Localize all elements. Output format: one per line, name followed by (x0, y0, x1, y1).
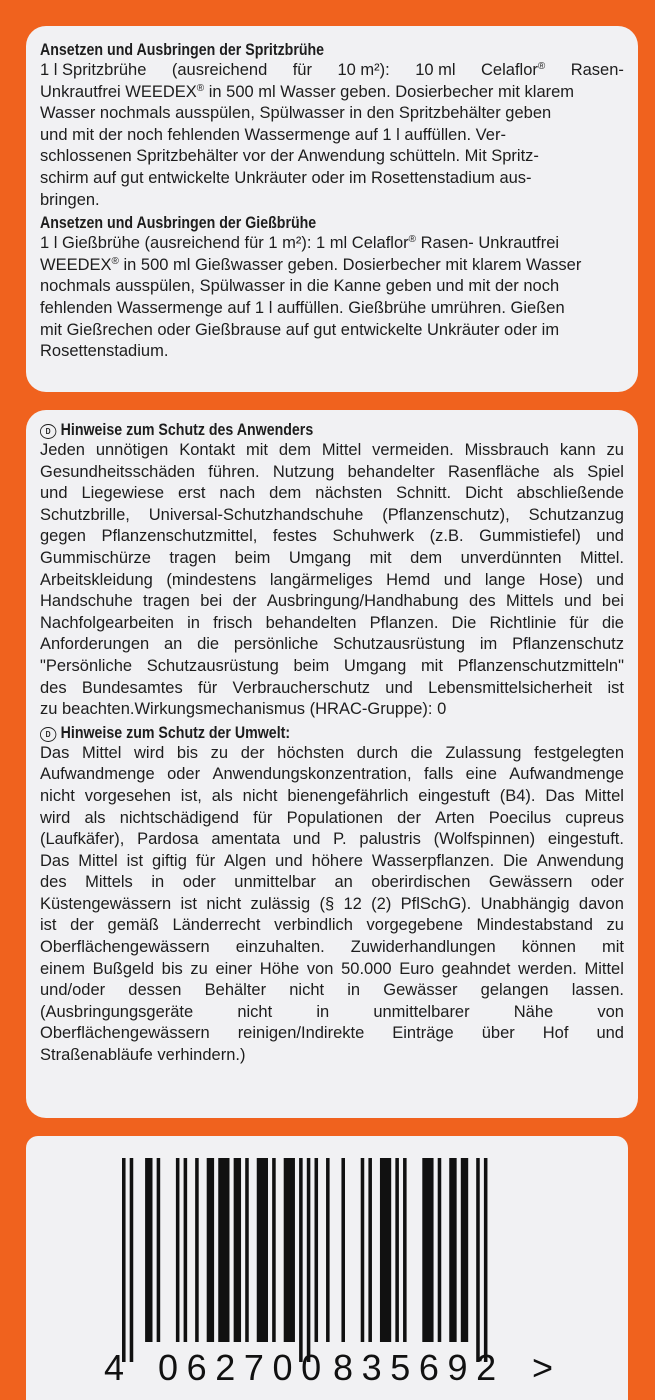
barcode-bar (368, 1158, 372, 1342)
text-line: und/oder dessen Behälter nicht in Gewässer gelangen lassen. (40, 981, 624, 1000)
text-line: WEEDEX® in 500 ml Gießwasser geben. Dosierbecher mit klarem Wasser (40, 255, 582, 274)
text-line: Straßenabläufe verhindern.) (40, 1046, 246, 1065)
text-line: Oberflächengewässern einzuhalten. Zuwiderhandlungen können mit (40, 938, 624, 957)
barcode-bar (207, 1158, 214, 1342)
text-line: nicht vorgesehen ist, als nicht bienengefährlich eingestuft (B4). Das Mittel (40, 786, 624, 805)
text-line: 1 l Gießbrühe (ausreichend für 1 m²): 1 ml Celaflor® Rasen- Unkrautfrei (40, 234, 560, 253)
spray-section-title: Ansetzen und Ausbringen der Spritzbrühe (40, 41, 325, 59)
text-line: und mit der noch fehlenden Wassermenge auf 1 l auffüllen. Ver- (40, 125, 506, 144)
barcode-bar (257, 1158, 268, 1342)
text-line: bringen. (40, 190, 100, 209)
barcode-bar (361, 1158, 365, 1342)
text-line: Das Mittel wird bis zu der höchsten durch die Zulassung festgelegten (40, 743, 624, 762)
environment-title-text: Hinweise zum Schutz der Umwelt: (60, 723, 291, 742)
barcode-guard-bar (484, 1158, 488, 1362)
text-line: gegen Pflanzenschutzmittel, festes Schuhwerk (z.B. Gummistiefel) und (40, 527, 624, 546)
text-line: (Ausbringungsgeräte nicht in unmittelbarer Nähe von (40, 1002, 624, 1021)
barcode-bar (461, 1158, 468, 1342)
watering-section-title: Ansetzen und Ausbringen der Gießbrühe (40, 214, 317, 233)
text-line: mit Gießrechen oder Gießbrause auf gut entwickelte Unkräuter oder im (40, 320, 560, 339)
barcode-bar (157, 1158, 161, 1342)
text-line: Rosettenstadium. (40, 342, 169, 361)
barcode-guard-bar (130, 1158, 134, 1362)
barcode-bar (422, 1158, 433, 1342)
text-line: 1 l Spritzbrühe (ausreichend für 10 m²): 10 ml Celaflor® Rasen- (40, 61, 624, 79)
text-line: Schutzbrille, Universal-Schutzhandschuhe (Pflanzenschutz), Schutzanzug (40, 505, 624, 524)
barcode-bar (176, 1158, 180, 1342)
barcode-bar (315, 1158, 319, 1342)
text-line: des Bundesamtes für Verbraucherschutz und Lebensmittelsicherheit ist (40, 678, 624, 697)
text-line: Handschuhe tragen bei der Ausbringung/Handhabung des Mittels und bei (40, 592, 624, 611)
text-line: (Laufkäfer), Pardosa amentata und P. palustris (Wolfspinnen) eingestuft. (40, 830, 624, 849)
text-line: Wasser nochmals ausspülen, Spülwasser in den Spritzbehälter geben (40, 104, 552, 123)
barcode-guard-bar (299, 1158, 303, 1362)
text-line: Jeden unnötigen Kontakt mit dem Mittel vermeiden. Missbrauch kann zu (40, 441, 624, 459)
text-line: Das Mittel ist giftig für Algen und höhere Wasserpflanzen. Die Anwendung (40, 851, 624, 870)
barcode-bar (195, 1158, 199, 1342)
barcode-bar (284, 1158, 295, 1342)
text-line: "Persönliche Schutzausrüstung beim Umgang mit Pflanzenschutzmitteln" (40, 656, 624, 675)
text-line: schirm auf gut entwickelte Unkräuter oder im Rosettenstadium aus- (40, 168, 532, 187)
text-line: Oberflächengewässern reinigen/Indirekte Einträge über Hof und (40, 1024, 624, 1043)
text-line: ist der gemäß Länderrecht verbindlich vorgegebene Mindestabstand zu (40, 916, 624, 935)
barcode-bar (438, 1158, 442, 1342)
barcode-bar (184, 1158, 188, 1342)
text-line: Arbeitskleidung (mindestens langärmeliges Hemd und lange Hose) und (40, 570, 624, 589)
text-line: zu beachten.Wirkungsmechanismus (HRAC-Gruppe): 0 (40, 700, 447, 719)
barcode-quiet-zone-marker: > (532, 1347, 554, 1388)
text-line: und Liegewiese erst nach dem nächsten Schnitt. Dicht abschließende (40, 484, 624, 503)
barcode-bar (326, 1158, 330, 1342)
barcode-bar (449, 1158, 456, 1342)
barcode-first-digit: 4 (104, 1347, 125, 1388)
text-line: nochmals ausspülen, Spülwasser in die Kanne geben und mit der noch (40, 277, 560, 296)
barcode-bar (218, 1158, 229, 1342)
barcode-bar (395, 1158, 399, 1342)
text-line: Gummischürze tragen beim Umgang mit dem unverdünnten Mittel. (40, 548, 624, 567)
user-protection-title-text: Hinweise zum Schutz des Anwenders (60, 421, 314, 439)
text-line: Anforderungen an die persönliche Schutzausrüstung im Pflanzenschutz (40, 635, 624, 654)
barcode-bar (145, 1158, 152, 1342)
text-line: wird als nichtschädigend für Populationen der Arten Poecilus cupreus (40, 808, 624, 827)
text-line: des Mittels in oder unmittelbar an oberirdischen Gewässern oder (40, 873, 624, 892)
barcode-bar (234, 1158, 241, 1342)
barcode-bar (341, 1158, 345, 1342)
text-line: Aufwandmenge oder Anwendungskonzentration, falls eine Aufwandmenge (40, 765, 624, 784)
barcode-bar (272, 1158, 276, 1342)
barcode-bar (245, 1158, 249, 1342)
text-line: einem Bußgeld bis zu einer Höhe von 50.000 Euro geahndet werden. Mittel (40, 959, 624, 978)
barcode-bar (380, 1158, 391, 1342)
country-d-icon: D (40, 727, 56, 742)
barcode-left-digits: 062700 (158, 1347, 330, 1388)
text-line: schlossenen Spritzbehälter vor der Anwendung schütteln. Mit Spritz- (40, 147, 539, 166)
barcode-guard-bar (122, 1158, 126, 1362)
barcode-right-digits: 835692 (333, 1347, 505, 1388)
text-line: Nachfolgearbeiten in frisch behandelten Pflanzen. Die Richtlinie für die (40, 613, 624, 632)
text-line: Unkrautfrei WEEDEX® in 500 ml Wasser geben. Dosierbecher mit klarem (40, 82, 575, 101)
text-line: Gesundheitsschäden führen. Nutzung behandelter Rasenfläche als Spiel (40, 462, 624, 481)
text-line: Küstengewässern ist nicht zulässig (§ 12 (2) PflSchG). Unabhängig davon (40, 894, 624, 913)
country-d-icon: D (40, 424, 56, 439)
barcode-bar (403, 1158, 407, 1342)
barcode-guard-bar (307, 1158, 311, 1362)
text-line: fehlenden Wassermenge auf 1 l auffüllen. Gießbrühe umrühren. Gießen (40, 298, 565, 317)
barcode-guard-bar (476, 1158, 480, 1362)
